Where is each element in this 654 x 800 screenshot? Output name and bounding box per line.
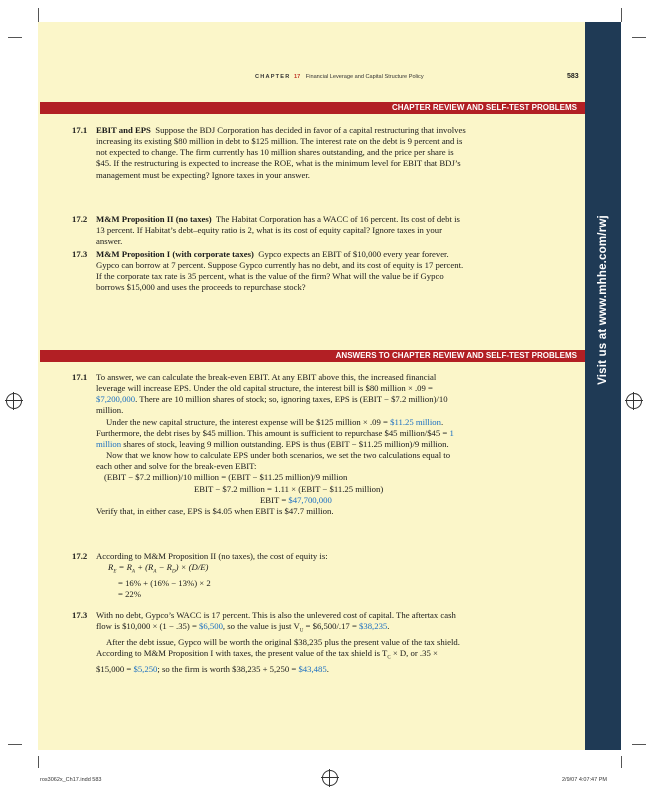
registration-mark (626, 393, 642, 409)
highlight-value: $5,250 (133, 664, 158, 675)
problem-text: Suppose the BDJ Corporation has decided in favor of a capital restructuring that involves increasing its existing $80 million in debt to $125 million. The interest rate on the debt is 9 percent and is not expected to change. The firm currently has 10 million shares outstanding, and the price per share is $45. If the restructuring is expected to increase the ROE, what is the minimum level for EBIT that BDJ’s management must be expecting? Ignore taxes in your answer. (96, 125, 466, 180)
url-sidebar (585, 22, 621, 750)
chapter-word: CHAPTER (255, 74, 291, 80)
page-number: 583 (567, 73, 579, 80)
crop-mark (632, 37, 646, 38)
crop-mark (8, 744, 22, 745)
problem-title: EBIT and EPS (96, 125, 151, 135)
problem-title: M&M Proposition I (with corporate taxes) (96, 249, 254, 259)
crop-mark (38, 756, 39, 768)
answer-paragraph: According to M&M Proposition II (no taxes), the cost of equity is: (96, 551, 328, 561)
answer-paragraph: Verify that, in either case, EPS is $4.05 when EBIT is $47.7 million. (96, 505, 334, 516)
highlight-value: $38,235 (359, 621, 388, 632)
registration-mark (322, 770, 338, 786)
answer-paragraph: With no debt, Gypco’s WACC is 17 percent. This is also the unlevered cost of capital. The aftertax cash flow is $10,000 × (1 − .35) = $6,500, so the value is just $V_U$ = $6,500/.17 = $38,235. (96, 610, 456, 634)
problem-text: Gypco expects an EBIT of $10,000 every year forever. Gypco can borrow at 7 percent. Suppose Gypco currently has no debt, and its cost of equity is 17 percent. If the corporate tax rate is 35 percent, what is the value of the firm? What will the value be if Gypco borrows $15,000 and uses the proceeds to repurchase stock? (96, 249, 464, 293)
slug-file: ros3062x_Ch17.indd 583 (40, 777, 102, 783)
answer-number: 17.1 (72, 372, 88, 382)
equation: EBIT = $47,700,000 (260, 494, 332, 505)
registration-mark (6, 393, 22, 409)
problem-title: M&M Proposition II (no taxes) (96, 214, 212, 224)
answer-paragraph: After the debt issue, Gypco will be worth the original $38,235 plus the present value of the tax shield. According to M&M Proposition I with taxes, the present value of the tax shield is $T_C \times D$, or .35 × $15,000 = $5,250; so the firm is worth $38,235 + 5,250 = $43,485. (96, 637, 460, 675)
answer-17-3 (72, 610, 466, 675)
answer-17-1 (72, 372, 466, 517)
problem-number: 17.2 (72, 214, 88, 224)
highlight-value: $6,500 (199, 621, 223, 632)
crop-mark (38, 8, 39, 22)
highlight-value: $11.25 million (390, 416, 441, 427)
answer-number: 17.3 (72, 610, 88, 620)
review-banner: CHAPTER REVIEW AND SELF-TEST PROBLEMS (40, 102, 585, 114)
equation: $R_E = R_A + (R_A - R_D) \times (D/E)$ (108, 562, 209, 575)
sidebar-url-text: Visit us at www.mhhe.com/rwj (597, 215, 609, 385)
problem-17-3 (72, 249, 466, 294)
problem-17-1 (72, 125, 466, 181)
problem-17-2 (72, 214, 466, 247)
answer-paragraph: Now that we know how to calculate EPS under both scenarios, we set the two calculations equal to each other and solve for the break-even EBIT: (96, 450, 451, 472)
problem-number: 17.3 (72, 249, 88, 259)
equation: (EBIT − $7.2 million)/10 million = (EBIT − $11.25 million)/9 million (104, 472, 348, 483)
answer-17-2 (72, 551, 466, 600)
answer-number: 17.2 (72, 551, 88, 561)
crop-mark (621, 8, 622, 22)
answer-paragraph: To answer, we can calculate the break-even EBIT. At any EBIT above this, the increased financial leverage will increase EPS. Under the old capital structure, the interest bill is $80 million × .09 = $7,200,000. There are 10 million shares of stock; so, ignoring taxes, EPS is (EBIT − $7.2 million)/10 million. (96, 372, 448, 416)
chapter-number: 17 (294, 74, 301, 80)
highlight-value: $43,485 (298, 664, 327, 675)
crop-mark (8, 37, 22, 38)
answer-paragraph: Under the new capital structure, the interest expense will be $125 million × .09 = $11.25 million. Furthermore, the debt rises by $45 million. This amount is sufficient to repurchase $45 million/$45 = 1 million shares of stock, leaving 9 million outstanding. EPS is thus (EBIT − $11.25 million)/9 million. (96, 416, 454, 449)
equation: EBIT − $7.2 million = 1.11 × (EBIT − $11.25 million) (194, 483, 384, 494)
highlight-value: $47,700,000 (288, 494, 332, 505)
chapter-title: Financial Leverage and Capital Structure Policy (305, 74, 424, 80)
problem-text: The Habitat Corporation has a WACC of 16 percent. Its cost of debt is 13 percent. If Habitat’s debt–equity ratio is 2, what is its cost of equity capital? Ignore taxes in your answer. (96, 214, 460, 247)
equation: = 22% (118, 589, 141, 600)
running-head (255, 74, 424, 80)
problem-number: 17.1 (72, 125, 88, 135)
answers-banner: ANSWERS TO CHAPTER REVIEW AND SELF-TEST PROBLEMS (40, 350, 585, 362)
slug-date: 2/9/07 4:07:47 PM (562, 777, 607, 783)
crop-mark (621, 756, 622, 768)
crop-mark (632, 744, 646, 745)
highlight-value: $7,200,000 (96, 394, 136, 405)
equation: = 16% + (16% − 13%) × 2 (118, 578, 211, 589)
highlight-value: 1 million (96, 427, 454, 449)
